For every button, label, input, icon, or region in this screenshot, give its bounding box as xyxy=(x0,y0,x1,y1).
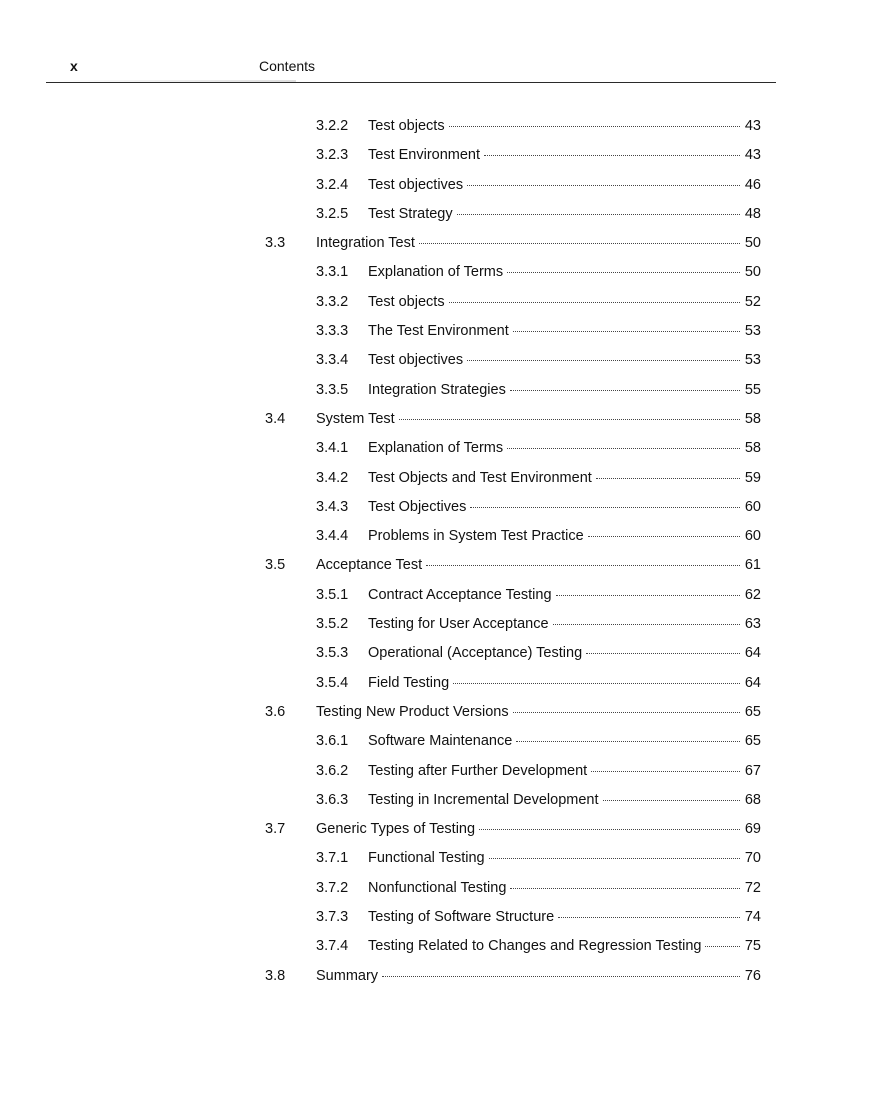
toc-subsection-entry xyxy=(0,759,870,788)
toc-entry-title: Testing of Software Structure xyxy=(368,909,555,926)
toc-subsection-entry xyxy=(0,260,870,289)
toc-subsection-entry xyxy=(0,876,870,905)
toc-entry-line xyxy=(368,675,761,691)
toc-entry-number: 3.2.5 xyxy=(316,205,349,222)
toc-entry-title: Acceptance Test xyxy=(316,557,423,574)
toc-entry-title: Test Objects and Test Environment xyxy=(368,469,592,486)
toc-entry-title: Problems in System Test Practice xyxy=(368,528,584,545)
toc-subsection-entry xyxy=(0,524,870,553)
toc-section-entry xyxy=(0,231,870,260)
toc-subsection-entry xyxy=(0,495,870,524)
toc-entry-title: Testing after Further Development xyxy=(368,762,588,779)
toc-entry-line xyxy=(316,557,761,573)
toc-subsection-entry xyxy=(0,173,870,202)
toc-subsection-entry xyxy=(0,641,870,670)
dot-leader xyxy=(449,126,740,127)
toc-section-entry xyxy=(0,553,870,582)
toc-entry-line xyxy=(368,499,761,515)
toc-entry-number: 3.7.4 xyxy=(316,938,349,955)
toc-entry-title: Test objects xyxy=(368,293,445,310)
toc-section-entry xyxy=(0,407,870,436)
toc-entry-number: 3.3 xyxy=(265,235,286,252)
toc-entry-title: System Test xyxy=(316,410,395,427)
toc-entry-page: 68 xyxy=(744,791,761,808)
dot-leader xyxy=(596,478,740,479)
dot-leader xyxy=(553,624,740,625)
toc-entry-title: Test objects xyxy=(368,118,445,134)
toc-entry-title: Testing for User Acceptance xyxy=(368,616,549,633)
dot-leader xyxy=(426,565,740,566)
toc-entry-number: 3.3.5 xyxy=(316,381,349,398)
toc-entry-number: 3.4 xyxy=(265,410,286,427)
dot-leader xyxy=(588,536,740,537)
dot-leader xyxy=(470,507,740,508)
dot-leader xyxy=(419,243,740,244)
toc-entry-line xyxy=(368,792,761,808)
toc-entry-line xyxy=(368,880,761,896)
toc-entry-number: 3.4.1 xyxy=(316,440,349,457)
header-rule xyxy=(46,82,776,83)
toc-entry-page: 60 xyxy=(744,498,761,515)
toc-entry-number: 3.4.3 xyxy=(316,498,349,515)
dot-leader xyxy=(510,888,740,889)
toc-entry-line xyxy=(316,821,761,837)
toc-entry-page: 43 xyxy=(744,118,761,134)
toc-subsection-entry xyxy=(0,436,870,465)
toc-entry-page: 67 xyxy=(744,762,761,779)
toc-entry-title: Summary xyxy=(316,967,379,984)
dot-leader xyxy=(603,800,740,801)
toc-entry-page: 64 xyxy=(744,674,761,691)
toc-entry-line xyxy=(316,704,761,720)
toc-entry-number: 3.6.1 xyxy=(316,733,349,750)
toc-section-entry xyxy=(0,964,870,993)
toc-entry-page: 76 xyxy=(744,967,761,984)
toc-entry-title: Testing New Product Versions xyxy=(316,703,509,720)
toc-entry-number: 3.6.2 xyxy=(316,762,349,779)
toc-entry-line xyxy=(368,587,761,603)
dot-leader xyxy=(513,712,740,713)
dot-leader xyxy=(586,653,740,654)
toc-subsection-entry xyxy=(0,729,870,758)
toc-entry-number: 3.2.3 xyxy=(316,147,349,164)
toc-entry-page: 64 xyxy=(744,645,761,662)
toc-entry-page: 62 xyxy=(744,586,761,603)
dot-leader xyxy=(449,302,740,303)
toc-entry-page: 69 xyxy=(744,821,761,838)
toc-entry-number: 3.7.3 xyxy=(316,909,349,926)
dot-leader xyxy=(453,683,740,684)
toc-entry-title: Test Objectives xyxy=(368,498,467,515)
dot-leader xyxy=(705,946,740,947)
toc-entry-number: 3.3.3 xyxy=(316,323,349,340)
toc-entry-page: 52 xyxy=(744,293,761,310)
dot-leader xyxy=(507,448,740,449)
dot-leader xyxy=(382,976,740,977)
toc-entry-number: 3.3.4 xyxy=(316,352,349,369)
toc-entry-line xyxy=(368,352,761,368)
table-of-contents xyxy=(0,114,870,993)
toc-entry-line xyxy=(368,323,761,339)
page-number: x xyxy=(70,58,78,74)
toc-entry-line xyxy=(316,411,761,427)
toc-subsection-entry xyxy=(0,583,870,612)
toc-entry-title: Test Environment xyxy=(368,147,481,164)
toc-entry-number: 3.3.2 xyxy=(316,293,349,310)
toc-entry-title: Operational (Acceptance) Testing xyxy=(368,645,583,662)
toc-entry-page: 46 xyxy=(744,176,761,193)
toc-entry-line xyxy=(368,264,761,280)
toc-entry-line xyxy=(368,177,761,193)
toc-entry-page: 65 xyxy=(744,733,761,750)
toc-entry-number: 3.4.4 xyxy=(316,528,349,545)
toc-subsection-entry xyxy=(0,290,870,319)
toc-subsection-entry xyxy=(0,671,870,700)
toc-entry-page: 53 xyxy=(744,323,761,340)
toc-subsection-entry xyxy=(0,348,870,377)
toc-entry-title: Generic Types of Testing xyxy=(316,821,476,838)
toc-entry-number: 3.2.2 xyxy=(316,118,349,134)
toc-entry-page: 65 xyxy=(744,703,761,720)
toc-entry-line xyxy=(316,968,761,984)
toc-entry-page: 60 xyxy=(744,528,761,545)
toc-entry-number: 3.7.2 xyxy=(316,879,349,896)
toc-entry-number: 3.5.4 xyxy=(316,674,349,691)
toc-entry-number: 3.5.3 xyxy=(316,645,349,662)
toc-entry-line xyxy=(368,470,761,486)
dot-leader xyxy=(399,419,740,420)
toc-entry-title: Software Maintenance xyxy=(368,733,513,750)
toc-subsection-entry xyxy=(0,114,870,143)
toc-entry-title: Test Strategy xyxy=(368,205,453,222)
toc-entry-page: 74 xyxy=(744,909,761,926)
toc-subsection-entry xyxy=(0,378,870,407)
toc-entry-line xyxy=(368,440,761,456)
toc-entry-title: Testing in Incremental Development xyxy=(368,791,599,808)
toc-section-entry xyxy=(0,700,870,729)
toc-entry-number: 3.8 xyxy=(265,967,286,984)
toc-subsection-entry xyxy=(0,143,870,172)
toc-entry-page: 58 xyxy=(744,440,761,457)
dot-leader xyxy=(484,155,740,156)
dot-leader xyxy=(507,272,740,273)
toc-entry-page: 53 xyxy=(744,352,761,369)
toc-entry-line xyxy=(368,909,761,925)
toc-entry-page: 70 xyxy=(744,850,761,867)
toc-entry-line xyxy=(368,938,761,954)
toc-entry-page: 50 xyxy=(744,264,761,281)
toc-entry-page: 55 xyxy=(744,381,761,398)
toc-entry-title: Testing Related to Changes and Regression Testing xyxy=(368,938,702,955)
dot-leader xyxy=(510,390,740,391)
toc-entry-number: 3.6.3 xyxy=(316,791,349,808)
page-header xyxy=(0,0,870,90)
toc-entry-line xyxy=(368,763,761,779)
toc-entry-line xyxy=(368,850,761,866)
toc-entry-number: 3.7.1 xyxy=(316,850,349,867)
toc-subsection-entry xyxy=(0,788,870,817)
toc-entry-line xyxy=(368,206,761,222)
dot-leader xyxy=(467,360,740,361)
toc-entry-number: 3.6 xyxy=(265,703,286,720)
toc-entry-line xyxy=(368,147,761,163)
toc-entry-title: Integration Test xyxy=(316,235,415,252)
toc-entry-number: 3.7 xyxy=(265,821,286,838)
toc-entry-title: Nonfunctional Testing xyxy=(368,879,507,896)
dot-leader xyxy=(558,917,740,918)
toc-subsection-entry xyxy=(0,612,870,641)
toc-entry-title: Explanation of Terms xyxy=(368,440,504,457)
dot-leader xyxy=(513,331,740,332)
toc-entry-number: 3.5.1 xyxy=(316,586,349,603)
toc-entry-line xyxy=(368,382,761,398)
toc-entry-page: 48 xyxy=(744,205,761,222)
toc-subsection-entry xyxy=(0,466,870,495)
toc-entry-title: Contract Acceptance Testing xyxy=(368,586,552,603)
toc-entry-page: 59 xyxy=(744,469,761,486)
toc-entry-title: Test objectives xyxy=(368,352,464,369)
toc-entry-line xyxy=(368,294,761,310)
toc-entry-line xyxy=(316,235,761,251)
toc-entry-page: 61 xyxy=(744,557,761,574)
toc-entry-page: 72 xyxy=(744,879,761,896)
toc-entry-page: 75 xyxy=(744,938,761,955)
toc-entry-line xyxy=(368,616,761,632)
toc-subsection-entry xyxy=(0,846,870,875)
dot-leader xyxy=(467,185,740,186)
toc-entry-page: 63 xyxy=(744,616,761,633)
toc-entry-line xyxy=(368,118,761,134)
dot-leader xyxy=(516,741,740,742)
toc-entry-number: 3.4.2 xyxy=(316,469,349,486)
toc-section-entry xyxy=(0,817,870,846)
toc-subsection-entry xyxy=(0,934,870,963)
toc-entry-number: 3.5.2 xyxy=(316,616,349,633)
toc-entry-line xyxy=(368,733,761,749)
toc-subsection-entry xyxy=(0,905,870,934)
toc-entry-line xyxy=(368,528,761,544)
toc-entry-page: 58 xyxy=(744,410,761,427)
dot-leader xyxy=(479,829,740,830)
dot-leader xyxy=(591,771,740,772)
running-title: Contents xyxy=(259,58,316,74)
dot-leader xyxy=(489,858,740,859)
toc-entry-number: 3.2.4 xyxy=(316,176,349,193)
toc-entry-title: Explanation of Terms xyxy=(368,264,504,281)
toc-entry-line xyxy=(368,645,761,661)
toc-entry-page: 50 xyxy=(744,235,761,252)
toc-entry-title: Integration Strategies xyxy=(368,381,506,398)
dot-leader xyxy=(556,595,740,596)
toc-subsection-entry xyxy=(0,319,870,348)
toc-entry-title: The Test Environment xyxy=(368,323,509,340)
toc-entry-number: 3.5 xyxy=(265,557,286,574)
dot-leader xyxy=(457,214,740,215)
toc-entry-page: 43 xyxy=(744,147,761,164)
toc-entry-title: Field Testing xyxy=(368,674,450,691)
toc-entry-title: Functional Testing xyxy=(368,850,485,867)
toc-entry-title: Test objectives xyxy=(368,176,464,193)
toc-subsection-entry xyxy=(0,202,870,231)
toc-entry-number: 3.3.1 xyxy=(316,264,349,281)
